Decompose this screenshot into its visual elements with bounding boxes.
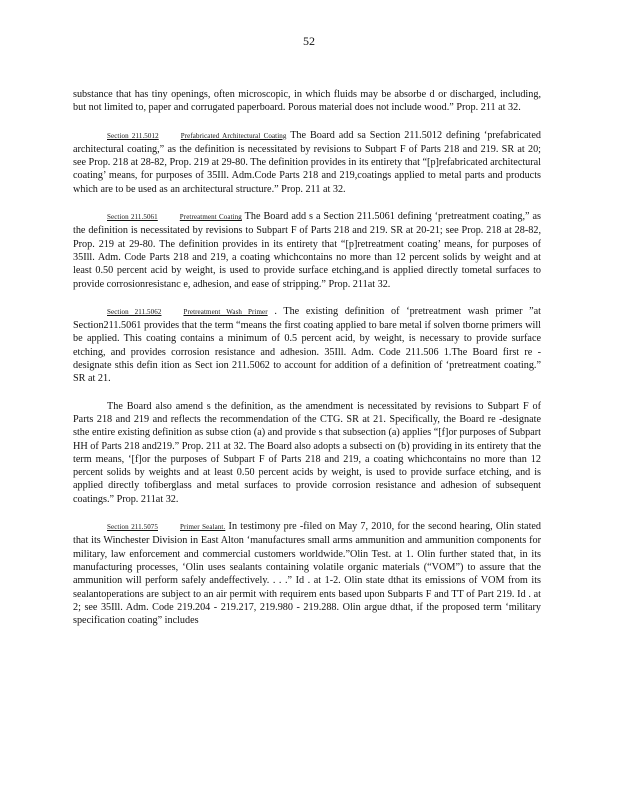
paragraph-text: substance that has tiny openings, often microscopic, in which fluids may be absorbe d or discharged, including, but not limited to, paper and corrugated paperboard. Porous material does not include wood.” Prop. 211 at 32. <box>73 89 541 114</box>
section-heading-number: Section 211.5075 <box>107 523 158 532</box>
paragraph-text: In testimony pre -filed on May 7, 2010, for the second hearing, Olin stated that its Winchester Division in East Alton ‘manufactures small arms ammunition and ammunition components for military, law enforcement and commercial customers worldwide.”Olin Test. at 1. Olin further stated that, in its manufacturing processes, ‘Olin uses sealants containing volatile organic materials (“VOM”) to assure that the ammunition will perform safely andeffectively. . . .” Id . at 1-2. Olin state dthat its emissions of VOM from its sealantoperations are subject to an air permit with requirem ents based upon Subparts F and TT of Part 219. Id . at 2; see 35Ill. Adm. Code 219.204 - 219.217, 219.980 - 219.288. Olin argue dthat, if the proposed term ‘military specification coating” includes <box>73 521 542 627</box>
section-heading-title: Pretreatment Wash Primer <box>183 307 268 316</box>
paragraph-section-211-5012 <box>73 129 541 196</box>
paragraph-text: The Board add s a Section 211.5061 defining ‘pretreatment coating,” as the definition is necessitated by revisions to Subpart F of Parts 218 and 219. SR at 20-21; see Prop. 218 at 28-82, Prop. 219 at 29-80. The definition provides in its entirety that “[p]retreatment coating’ means, for purposes of 35Ill. Adm. Code Parts 218 and 219, a coating whichcontains no more than 12 percent solids by weight and at least 0.50 percent acid by weight, is used to provide surface etching,and is applied directly tometal surfaces to provide corrosionresistanc e, adhesion, and ease of stripping.” Prop. 211at 32. <box>73 211 542 290</box>
section-heading-number: Section 211.5012 <box>107 131 159 140</box>
section-heading-number: Section 211.5062 <box>107 307 162 316</box>
section-heading-title: Prefabricated Architectural Coating <box>180 131 287 140</box>
paragraph-section-211-5075 <box>73 520 541 627</box>
document-body <box>73 88 541 641</box>
paragraph-section-211-5061 <box>73 210 541 291</box>
paragraph-amendment <box>73 400 541 506</box>
section-heading-title: Pretreatment Coating <box>179 213 242 222</box>
page-number: 52 <box>303 34 315 48</box>
paragraph-section-211-5062 <box>73 305 541 386</box>
paragraph-text: The Board add sa Section 211.5012 defining ‘prefabricated architectural coating,” as the definition is necessitated by revisions to Subpart F of Parts 218 and 219. SR at 20; see Prop. 218 at 28-82, Prop. 219 at 29-80. The definition provides in its entirety that “[p]refabricated architectural coating’ means, for purposes of 35Ill. Adm.Code Parts 218 and 219,coatings applied to metal parts and products which are to be used as an architectural structure.” Prop. 211 at 32. <box>73 129 542 195</box>
paragraph-substance <box>73 88 541 115</box>
paragraph-text: The Board also amend s the definition, as the amendment is necessitated by revisions to Subpart F of Parts 218 and 219 and reflects the recommendation of the CTG. SR at 21. Specifically, the Board re -designate sthe entire existing definition as subse ction (a) and provide s that subsection (a) applies “[f]or purposes of Subpart HH of Parts 218 and219.” Prop. 211 at 32. The Board also adopts a subsecti on (b) providing in its entirety that the term means, ‘[f]or the purposes of Subpart F of Parts 218 and 219, a coating whichcontains no more than 12 percent solids by weights and at least 0.50 percent acids by weight, is used to provide surface etching, and is applied directly tofiberglass and metal surfaces to provide corrosion resistance and adhesion of subsequent coatings.” Prop. 211at 32. <box>73 400 541 505</box>
section-heading-number: Section 211.5061 <box>107 213 158 222</box>
paragraph-text: . The existing definition of ‘pretreatment wash primer ”at Section211.5061 provides that the term “means the first coating applied to bare metal if solven tborne primers will be applied. This coating contains a minimum of 0.5 percent acid, by weight, is necessary to provide surface etching, and provides corrosion resistance and adhesion. 35Ill. Adm. Code 211.506 1.The Board first re - designate sthis defin ition as Sect ion 211.5062 to account for addition of a definition of ‘pretreatment coating.” SR at 21. <box>73 305 542 385</box>
section-heading-title: Primer Sealant. <box>180 523 226 532</box>
